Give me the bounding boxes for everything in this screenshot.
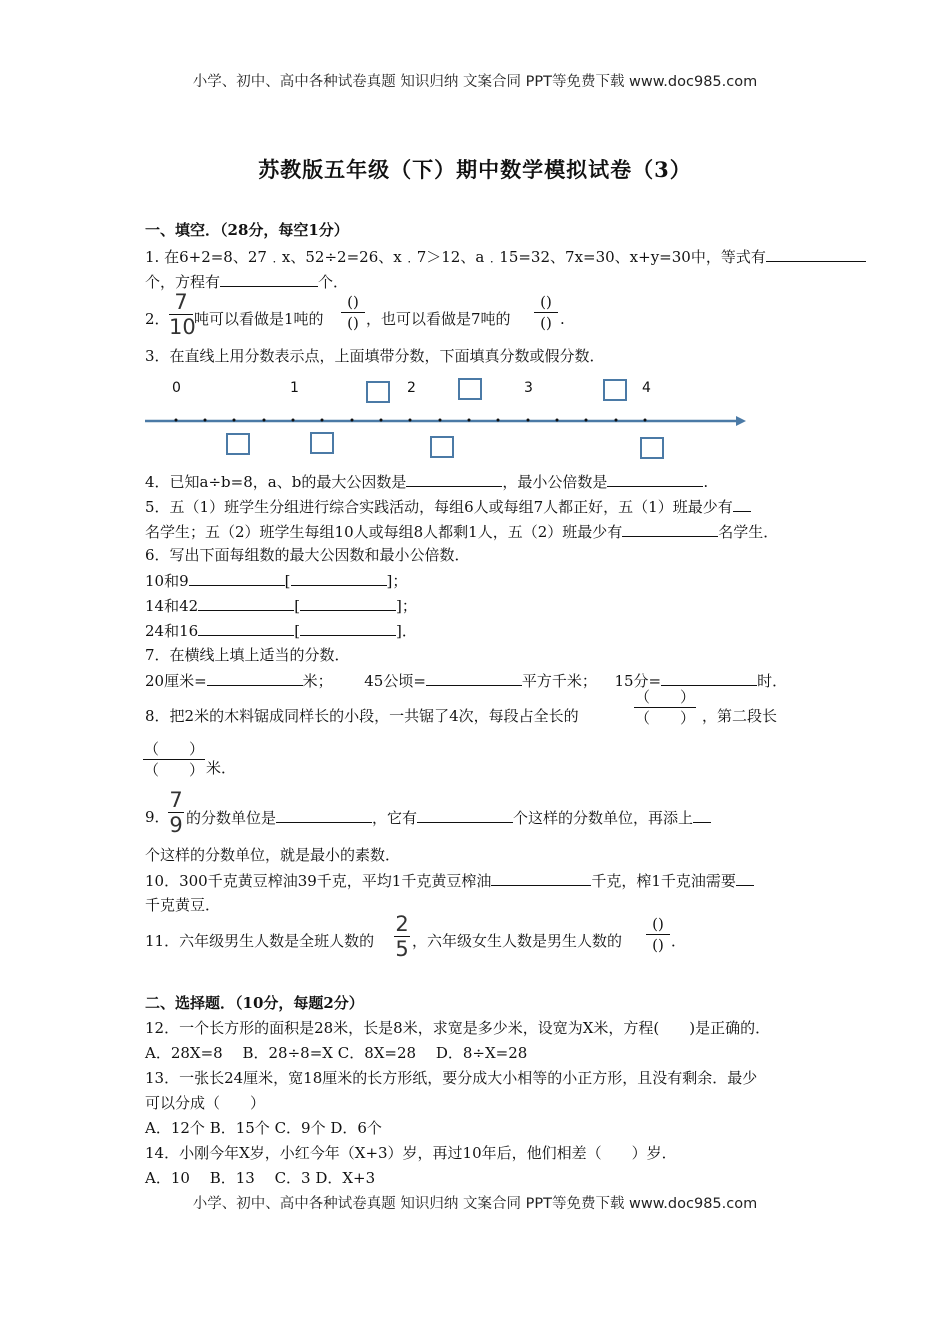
answer-blank[interactable] [693,807,711,823]
q9-text: ，它有 [372,809,418,827]
question-1-line-2 [145,271,348,292]
q5-text: 名学生． [718,523,779,541]
bracket-close: ]． [396,622,417,640]
question-6-row [145,620,417,641]
question-5-line-2 [145,521,778,542]
question-5-line-1 [145,496,751,517]
q7-text: 20厘米= [145,672,207,690]
question-9-line-1 [186,807,711,828]
fraction-denominator: () [540,314,552,332]
fraction-numerator: () [540,293,552,311]
q9-text: 个这样的分数单位，再添上 [513,809,694,827]
answer-box-top[interactable] [458,378,482,400]
gcd-blank[interactable] [189,570,285,586]
question-6-row [145,595,417,616]
gcd-blank[interactable] [198,620,294,636]
q1-text: 1. 在6+2=8、27﹒x、52÷2=26、x﹒7＞12、a﹒15=32、7x=30、x+y=30中，等式有 [145,248,766,266]
fraction-2-5 [394,913,410,960]
question-8-text: ，第二段长 [702,707,778,725]
q9-text: 的分数单位是 [186,809,277,827]
number-line-label-1: 1 [290,380,299,396]
answer-blank[interactable] [220,271,318,287]
section-2-heading: 二、选择题．（10分，每题2分） [145,994,364,1012]
fraction-denominator: () [652,936,664,954]
q6-pair: 14和42 [145,597,199,615]
lcm-blank[interactable] [300,595,396,611]
number-line-axis [140,408,750,432]
question-8-text: 米． [206,759,237,777]
question-2-number: 2． [145,310,170,328]
question-12-options[interactable]: A．28X=8 B．28÷8=X C．8X=28 D．8÷X=28 [145,1044,528,1062]
lcm-blank[interactable] [300,620,396,636]
question-8-text: 8．把2米的木料锯成同样长的小段，一共锯了4次，每段占全长的 [145,707,579,725]
fraction-7-9 [168,789,184,836]
question-14-options[interactable]: A．10 B．13 C．3 D．X+3 [145,1169,376,1187]
answer-blank[interactable] [426,670,522,686]
question-13-line-1: 13．一张长24厘米，宽18厘米的长方形纸，要分成大小相等的小正方形，且没有剩余．最少 [145,1069,758,1087]
fraction-blank[interactable] [634,688,696,727]
q5-text: 5．五（1）班学生分组进行综合实践活动，每组6人或每组7人都正好，五（1）班最少有 [145,498,733,516]
question-10-line-2: 千克黄豆． [145,896,221,914]
answer-blank[interactable] [736,870,754,886]
fraction-blank[interactable] [646,915,670,954]
question-13-options[interactable]: A．12个 B．15个 C．9个 D．6个 [145,1119,382,1137]
answer-box-top[interactable] [603,379,627,401]
q7-text: 米； [302,672,333,690]
question-9-number: 9． [145,808,170,826]
bracket-open: [ [284,572,291,590]
answer-blank[interactable] [622,521,718,537]
fraction-denominator: （ ） [143,761,204,779]
number-line-label-3: 3 [524,380,533,396]
answer-box-bottom[interactable] [430,436,454,458]
q7-text: 45公顷= [364,672,426,690]
number-line-label-2: 2 [407,380,416,396]
q7-text: 时． [757,672,788,690]
answer-blank[interactable] [491,870,591,886]
fraction-bar [534,312,558,313]
page-title: 苏教版五年级（下）期中数学模拟试卷（3） [258,157,692,182]
fraction-denominator: () [347,314,359,332]
bracket-close: ]； [396,597,417,615]
fraction-bar [634,707,696,708]
q1-text: 个． [318,273,349,291]
page-footer: 小学、初中、高中各种试卷真题 知识归纳 文案合同 PPT等免费下载 www.doc985.com [192,1196,758,1212]
question-11-text: ，六年级女生人数是男生人数的 [412,932,623,950]
answer-box-bottom[interactable] [226,433,250,455]
question-7: 7．在横线上填上适当的分数． [145,646,350,664]
fraction-blank[interactable] [143,740,205,779]
fraction-bar [646,934,670,935]
fraction-numerator: 7 [174,290,188,314]
fraction-denominator: （ ） [634,709,695,727]
fraction-bar [341,312,365,313]
question-1-line-1 [145,246,866,267]
question-4 [145,471,708,492]
question-3: 3．在直线上用分数表示点，上面填带分数，下面填真分数或假分数． [145,347,605,365]
answer-blank[interactable] [661,670,757,686]
page-header: 小学、初中、高中各种试卷真题 知识归纳 文案合同 PPT等免费下载 www.doc985.com [192,74,758,90]
q10-text: 10．300千克黄豆榨油39千克，平均1千克黄豆榨油 [145,872,492,890]
answer-blank[interactable] [733,496,751,512]
question-12: 12．一个长方形的面积是28米，长是8米，求宽是多少米，设宽为X米，方程( )是正确的． [145,1019,771,1037]
q7-text: 平方千米； [521,672,597,690]
question-6: 6．写出下面每组数的最大公因数和最小公倍数． [145,546,470,564]
q4-text: . [703,473,709,491]
q5-text: 名学生；五（2）班学生每组10人或每组8人都剩1人，五（2）班最少有 [145,523,623,541]
answer-blank[interactable] [207,670,303,686]
q6-pair: 10和9 [145,572,189,590]
fraction-bar [143,759,205,760]
bracket-open: [ [294,622,301,640]
answer-blank[interactable] [276,807,372,823]
question-2-text: 吨可以看做是1吨的 [194,310,324,328]
q6-pair: 24和16 [145,622,199,640]
fraction-denominator: 5 [395,937,409,961]
lcm-blank[interactable] [291,570,387,586]
question-2-text: ，也可以看做是7吨的 [366,310,511,328]
answer-blank[interactable] [417,807,513,823]
fraction-numerator: () [652,915,664,933]
question-13-line-2: 可以分成（ ） [145,1094,266,1112]
bracket-open: [ [294,597,301,615]
answer-box-top[interactable] [366,381,390,403]
fraction-denominator: 9 [169,813,183,837]
fraction-numerator: () [347,293,359,311]
fraction-numerator: 7 [169,788,183,812]
question-2-end: . [560,310,565,328]
q7-text: 15分= [614,672,662,690]
question-6-row [145,570,407,591]
q4-text: ，最小公倍数是 [502,473,608,491]
question-10-line-1 [145,870,754,891]
q10-text: 千克，榨1千克油需要 [591,872,736,890]
fraction-blank[interactable] [534,293,558,332]
number-line-label-0: 0 [172,380,181,396]
gcd-blank[interactable] [198,595,294,611]
answer-blank[interactable] [607,471,703,487]
fraction-numerator: 2 [395,912,409,936]
fraction-7-10 [169,290,196,339]
bracket-close: ]； [386,572,408,590]
q1-text: 个，方程有 [145,273,221,291]
fraction-numerator: （ ） [634,688,695,706]
fraction-numerator: （ ） [143,740,204,758]
question-11-end: ． [671,932,687,950]
answer-blank[interactable] [406,471,502,487]
question-9-line-2: 个这样的分数单位，就是最小的素数． [145,846,401,864]
answer-box-bottom[interactable] [640,437,664,459]
answer-box-bottom[interactable] [310,432,334,454]
fraction-denominator: 10 [169,315,196,339]
question-14: 14．小刚今年X岁，小红今年（X+3）岁，再过10年后，他们相差（ ）岁． [145,1144,677,1162]
fraction-blank[interactable] [341,293,365,332]
number-line-label-4: 4 [642,380,651,396]
section-1-heading: 一、填空．（28分，每空1分） [145,221,349,239]
q4-text: 4．已知a÷b=8，a、b的最大公因数是 [145,473,407,491]
answer-blank[interactable] [766,246,866,262]
question-11-text: 11．六年级男生人数是全班人数的 [145,932,375,950]
